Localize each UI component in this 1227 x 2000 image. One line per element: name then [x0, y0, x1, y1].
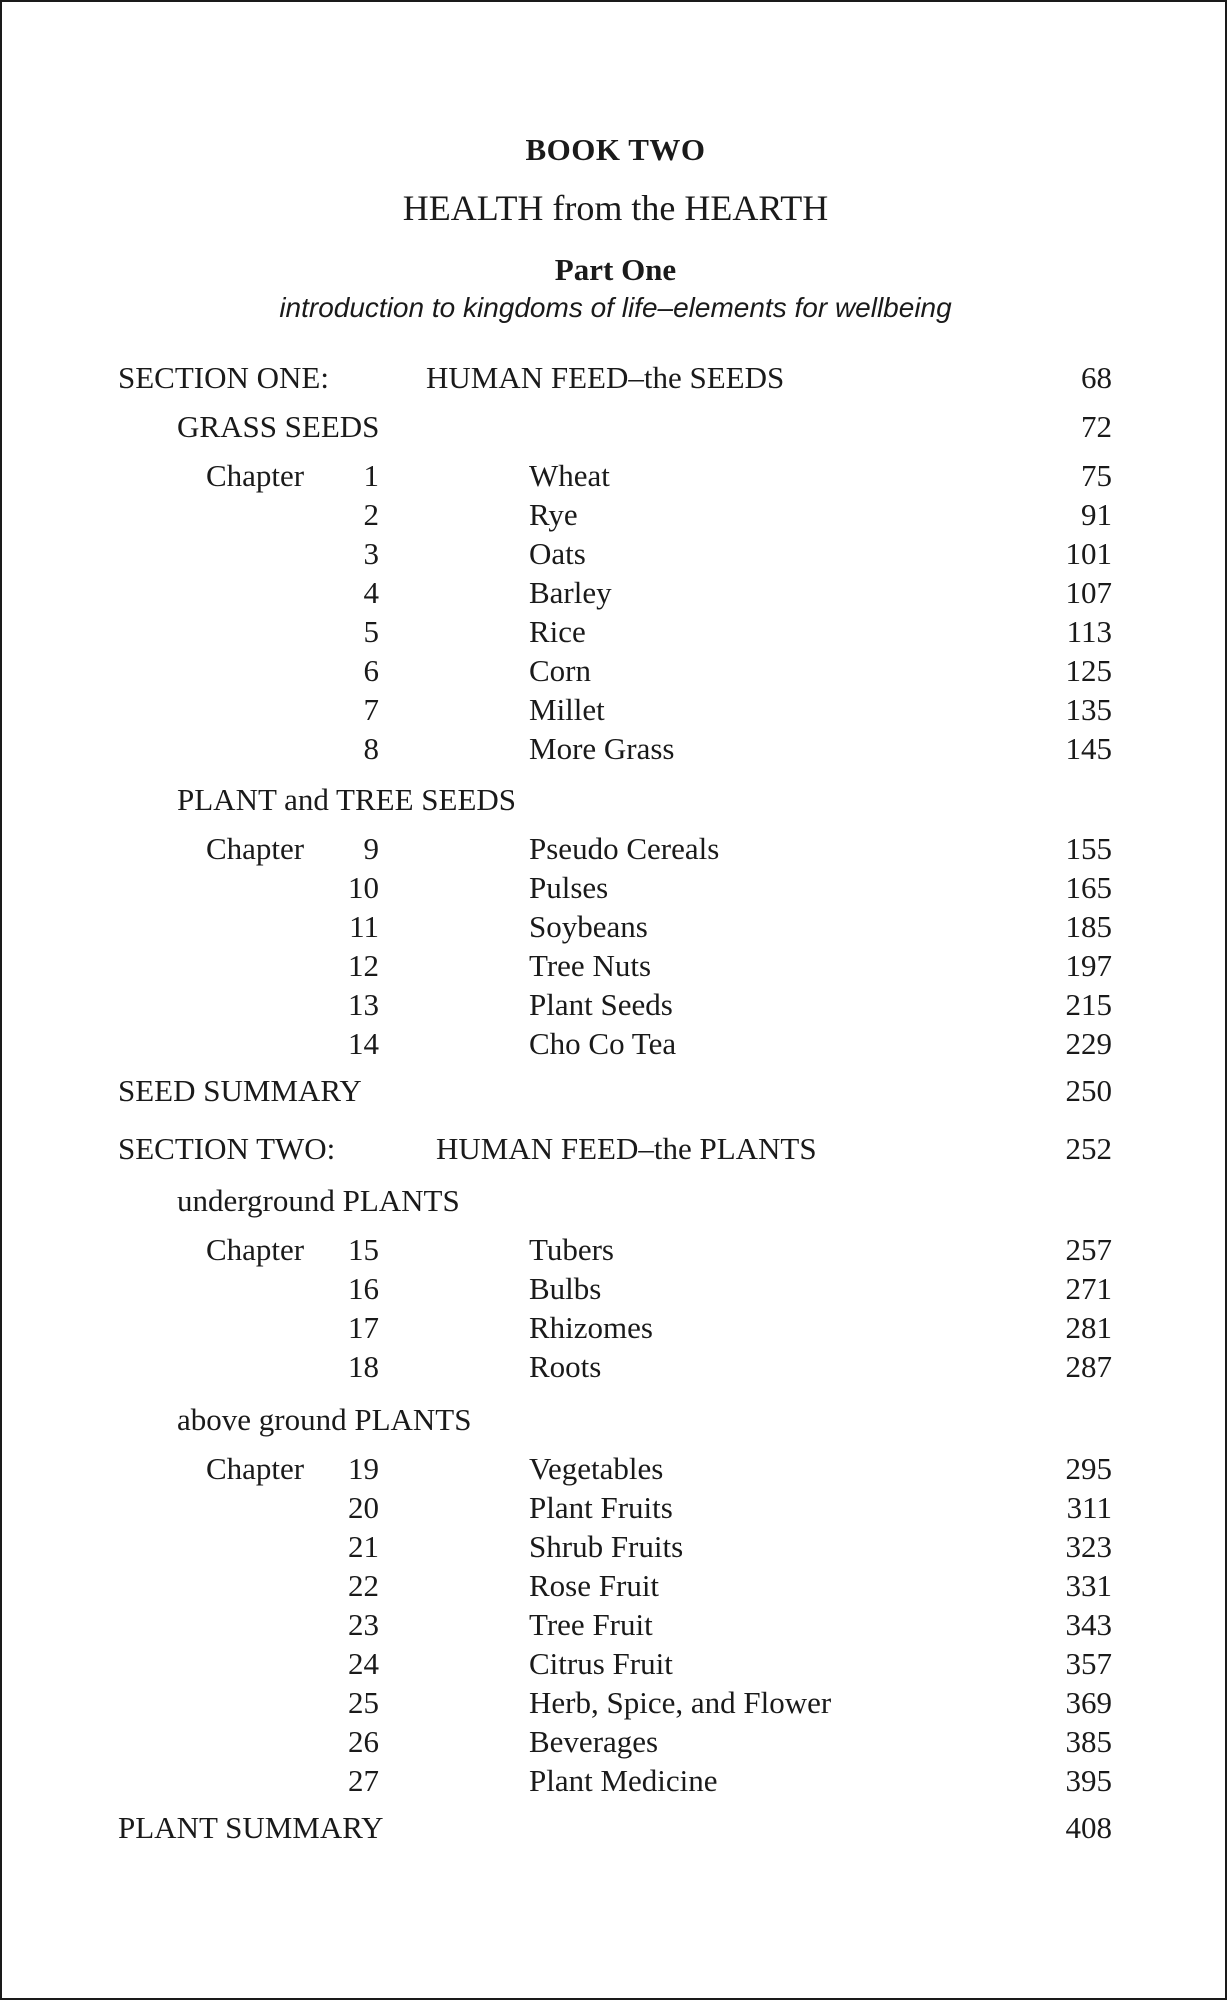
- page-number: 271: [1065, 1271, 1112, 1306]
- toc-group-plant-tree-seeds: [2, 784, 1227, 820]
- toc-plant-summary: [2, 1812, 1227, 1848]
- chapter-name: Pseudo Cereals: [529, 831, 720, 866]
- chapter-number: 16: [348, 1271, 379, 1306]
- chapter-number: 10: [348, 870, 379, 905]
- chapter-number: 23: [348, 1607, 379, 1642]
- chapter-word: Chapter: [206, 1232, 305, 1267]
- page-number: 135: [1065, 692, 1112, 727]
- toc-chapter-row: [2, 1687, 1227, 1723]
- group-label: GRASS SEEDS: [177, 409, 380, 444]
- toc-chapter-row: [2, 833, 1227, 869]
- chapter-number: 20: [348, 1490, 379, 1525]
- chapter-name: Barley: [529, 575, 612, 610]
- page-number: 287: [1065, 1349, 1112, 1384]
- group-label: PLANT and TREE SEEDS: [177, 782, 517, 817]
- part-subtitle: introduction to kingdoms of life–elements for wellbeing: [279, 292, 952, 323]
- chapter-number: 1: [363, 458, 379, 493]
- toc-chapter-row: [2, 1273, 1227, 1309]
- page-number: 155: [1065, 831, 1112, 866]
- page-number: 395: [1065, 1763, 1112, 1798]
- toc-chapter-row: [2, 1726, 1227, 1762]
- section-label: SECTION TWO:: [118, 1131, 336, 1166]
- chapter-name: Tree Nuts: [529, 948, 652, 983]
- chapter-name: More Grass: [529, 731, 675, 766]
- toc-group-above-ground: [2, 1404, 1227, 1440]
- chapter-number: 9: [363, 831, 379, 866]
- chapter-name: Shrub Fruits: [529, 1529, 684, 1564]
- page-number: 185: [1065, 909, 1112, 944]
- toc-chapter-row: [2, 460, 1227, 496]
- page-number: 311: [1066, 1490, 1112, 1525]
- chapter-name: Beverages: [529, 1724, 659, 1759]
- toc-chapter-row: [2, 1531, 1227, 1567]
- toc-chapter-row: [2, 989, 1227, 1025]
- chapter-word: Chapter: [206, 458, 305, 493]
- page-number: 107: [1065, 575, 1112, 610]
- chapter-word: Chapter: [206, 1451, 305, 1486]
- chapter-name: Vegetables: [529, 1451, 664, 1486]
- chapter-number: 7: [363, 692, 379, 727]
- page-number: 250: [1065, 1073, 1112, 1108]
- chapter-name: Tree Fruit: [529, 1607, 653, 1642]
- chapter-number: 17: [348, 1310, 379, 1345]
- chapter-name: Millet: [529, 692, 605, 727]
- chapter-number: 3: [363, 536, 379, 571]
- page-number: 113: [1066, 614, 1112, 649]
- book-title: HEALTH from the HEARTH: [402, 188, 829, 228]
- toc-chapter-row: [2, 538, 1227, 574]
- chapter-name: Citrus Fruit: [529, 1646, 673, 1681]
- chapter-number: 8: [363, 731, 379, 766]
- toc-chapter-row: [2, 911, 1227, 947]
- page-number: 68: [1081, 360, 1112, 395]
- toc-chapter-row: [2, 1028, 1227, 1064]
- page-number: 357: [1065, 1646, 1112, 1681]
- chapter-number: 21: [348, 1529, 379, 1564]
- chapter-name: Herb, Spice, and Flower: [529, 1685, 832, 1720]
- page-number: 75: [1081, 458, 1112, 493]
- page-number: 281: [1065, 1310, 1112, 1345]
- chapter-number: 12: [348, 948, 379, 983]
- page-number: 252: [1065, 1131, 1112, 1166]
- toc-chapter-row: [2, 1312, 1227, 1348]
- page-number: 385: [1065, 1724, 1112, 1759]
- toc-chapter-row: [2, 1765, 1227, 1801]
- summary-label: SEED SUMMARY: [118, 1073, 362, 1108]
- chapter-name: Rice: [529, 614, 586, 649]
- part-label: Part One: [554, 252, 677, 287]
- toc-section-one: [2, 362, 1227, 398]
- chapter-name: Wheat: [529, 458, 610, 493]
- toc-chapter-row: [2, 1453, 1227, 1489]
- section-title: HUMAN FEED–the SEEDS: [426, 360, 785, 395]
- chapter-name: Plant Fruits: [529, 1490, 673, 1525]
- chapter-name: Tubers: [529, 1232, 614, 1267]
- page-number: 145: [1065, 731, 1112, 766]
- page-number: 125: [1065, 653, 1112, 688]
- page-number: 369: [1065, 1685, 1112, 1720]
- page-number: 229: [1065, 1026, 1112, 1061]
- page-number: 331: [1065, 1568, 1112, 1603]
- chapter-number: 5: [363, 614, 379, 649]
- toc-chapter-row: [2, 733, 1227, 769]
- page-number: 215: [1065, 987, 1112, 1022]
- page-number: 165: [1065, 870, 1112, 905]
- page-number: 295: [1065, 1451, 1112, 1486]
- summary-label: PLANT SUMMARY: [118, 1810, 384, 1845]
- chapter-number: 26: [348, 1724, 379, 1759]
- book-label: BOOK TWO: [525, 132, 706, 167]
- toc-chapter-row: [2, 1234, 1227, 1270]
- page-number: 72: [1081, 409, 1112, 444]
- toc-chapter-row: [2, 655, 1227, 691]
- chapter-number: 24: [348, 1646, 379, 1681]
- chapter-name: Rye: [529, 497, 578, 532]
- toc-chapter-row: [2, 1609, 1227, 1645]
- page-number: 101: [1065, 536, 1112, 571]
- chapter-name: Pulses: [529, 870, 609, 905]
- toc-chapter-row: [2, 694, 1227, 730]
- chapter-name: Rose Fruit: [529, 1568, 660, 1603]
- chapter-number: 18: [348, 1349, 379, 1384]
- chapter-number: 6: [363, 653, 379, 688]
- chapter-number: 14: [348, 1026, 379, 1061]
- page-number: 257: [1065, 1232, 1112, 1267]
- section-title: HUMAN FEED–the PLANTS: [436, 1131, 817, 1166]
- toc-chapter-row: [2, 1648, 1227, 1684]
- group-label: above ground PLANTS: [177, 1402, 472, 1437]
- page-number: 197: [1065, 948, 1112, 983]
- toc-group-grass-seeds: [2, 411, 1227, 447]
- page-number: 323: [1065, 1529, 1112, 1564]
- chapter-name: Corn: [529, 653, 591, 688]
- page-number: 343: [1065, 1607, 1112, 1642]
- chapter-number: 13: [348, 987, 379, 1022]
- toc-section-two: [2, 1133, 1227, 1169]
- group-label: underground PLANTS: [177, 1183, 460, 1218]
- chapter-number: 4: [363, 575, 379, 610]
- toc-group-underground: [2, 1185, 1227, 1221]
- chapter-name: Rhizomes: [529, 1310, 653, 1345]
- chapter-number: 11: [349, 909, 379, 944]
- chapter-number: 25: [348, 1685, 379, 1720]
- chapter-number: 27: [348, 1763, 379, 1798]
- chapter-number: 19: [348, 1451, 379, 1486]
- page-number: 91: [1081, 497, 1112, 532]
- chapter-word: Chapter: [206, 831, 305, 866]
- toc-chapter-row: [2, 499, 1227, 535]
- toc-chapter-row: [2, 577, 1227, 613]
- toc-chapter-row: [2, 1351, 1227, 1387]
- toc-chapter-row: [2, 616, 1227, 652]
- chapter-name: Oats: [529, 536, 586, 571]
- chapter-name: Soybeans: [529, 909, 648, 944]
- chapter-name: Plant Medicine: [529, 1763, 718, 1798]
- chapter-number: 2: [363, 497, 379, 532]
- chapter-name: Cho Co Tea: [529, 1026, 677, 1061]
- toc-chapter-row: [2, 950, 1227, 986]
- section-label: SECTION ONE:: [118, 360, 329, 395]
- toc-chapter-row: [2, 1570, 1227, 1606]
- toc-chapter-row: [2, 872, 1227, 908]
- toc-seed-summary: [2, 1075, 1227, 1111]
- chapter-number: 15: [348, 1232, 379, 1267]
- chapter-name: Bulbs: [529, 1271, 602, 1306]
- chapter-number: 22: [348, 1568, 379, 1603]
- page-number: 408: [1065, 1810, 1112, 1845]
- chapter-name: Plant Seeds: [529, 987, 673, 1022]
- toc-chapter-row: [2, 1492, 1227, 1528]
- chapter-name: Roots: [529, 1349, 602, 1384]
